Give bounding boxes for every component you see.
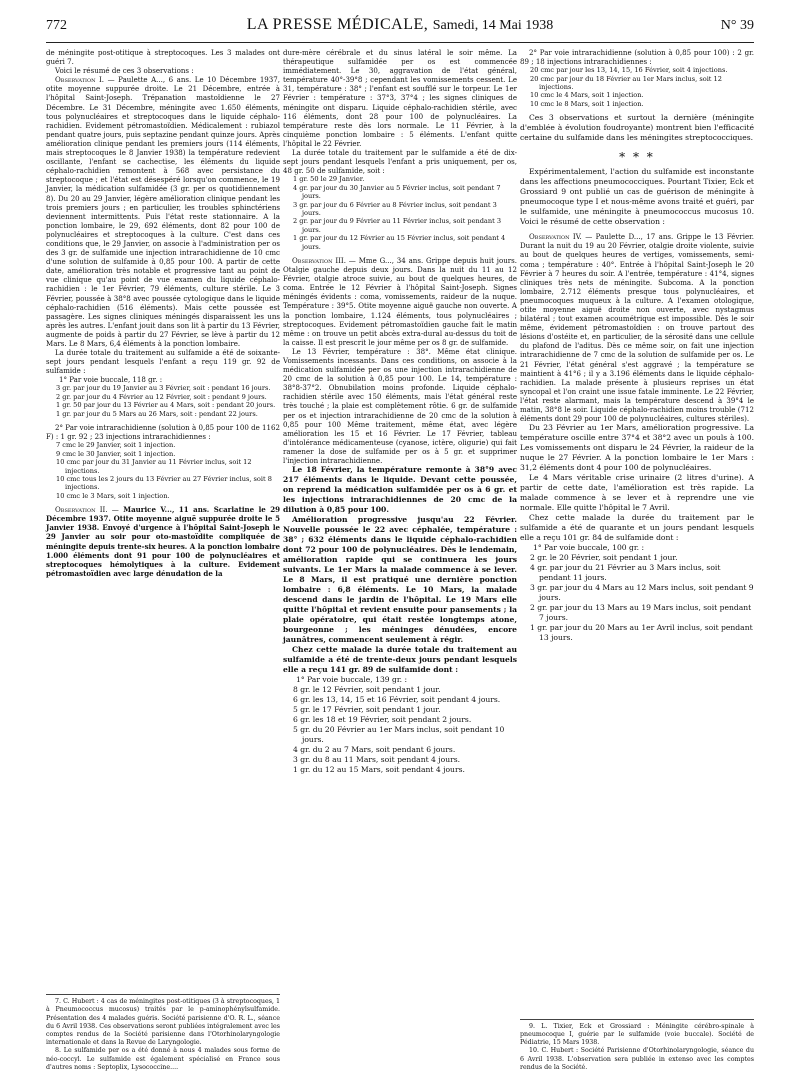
list-item: 3 gr. du 8 au 11 Mars, soit pendant 4 jours.: [293, 755, 461, 765]
dosage-list: [283, 175, 517, 251]
injection-list: [520, 66, 754, 108]
paragraph: La durée totale du traitement par le sulfamide a été de dix-sept jours pendant lesquels l'enfant a pris uniquement, per os, 48 gr. 50 de sulfamide, soit :: [283, 148, 517, 176]
paragraph: Le 18 Février, la température remonte à 38°9 avec 217 éléments dans le liquide. Devant cette poussée, on reprend la médication sulfamidée per os à 6 gr. et les injections intrarachidiennes de 20 cmc de la dilution à 0,85 pour 100.: [283, 465, 517, 515]
list-item: 3 gr. par jour du 19 Janvier au 3 Février, soit : pendant 16 jours.: [56, 384, 271, 393]
footnote-9: 9. L. Tixier, Eck et Grossiard : Méningite cérébro-spinale à pneumocoque I, guérie par le sulfamide (voie buccale). Société de Pédiatrie, 15 Mars 1938.: [520, 1022, 754, 1047]
list-item: 3 gr. par jour du 6 Février au 8 Février inclus, soit pendant 3 jours.: [293, 200, 497, 217]
observation-title: Observation IV. —: [529, 232, 593, 242]
dosage-list: [520, 553, 754, 643]
article-columns: [46, 48, 754, 1072]
footnotes: [46, 994, 280, 1072]
column-3: [520, 48, 754, 1072]
list-item: 5 gr. du 20 Février au 1er Mars inclus, soit pendant 10 jours.: [293, 725, 505, 745]
paragraph: Ces 3 observations et surtout la dernière (méningite d'emblée à évolution foudroyante) montrent bien l'efficacité certaine du sulfamide dans les méningites streptococciques.: [520, 113, 754, 143]
list-item: 7 cmc le 29 Janvier, soit 1 injection.: [56, 441, 176, 450]
footnotes: [520, 1019, 754, 1072]
list-item: 20 cmc par jour les 13, 14, 15, 16 Février, soit 4 injections.: [530, 66, 728, 75]
route-label: 2° Par voie intrarachidienne (solution à 0,85 pour 100 de 1162 F) : 1 gr. 92 ; 23 injections intrarachidiennes :: [46, 423, 280, 442]
list-item: 2 gr. par jour du 9 Février au 11 Février inclus, soit pendant 3 jours.: [293, 217, 502, 234]
paragraph: Le 4 Mars véritable crise urinaire (2 litres d'urine). A partir de cette date, l'amélioration est très rapide. La malade commence à se lever et à reprendre une vie normale. Elle quitte l'hôpital le 7 Avril.: [520, 473, 754, 513]
list-item: 1 gr. par jour du 20 Mars au 1er Avril inclus, soit pendant 13 jours.: [530, 623, 753, 643]
paragraph: Expérimentalement, l'action du sulfamide est inconstante dans les affections pneumococciques. Pourtant Tixier, Eck et Grossiard 9 ont publié un cas de guérison de méningite à pneumocoque type I et nous-même avons traité et guéri, par le sulfamide, une méningite à pneumococcus mucosus 10. Voici le résumé de cette observation :: [520, 167, 754, 227]
paragraph: Chez cette malade la durée totale du traitement au sulfamide a été de trente-deux jours pendant lesquels elle a reçu 141 gr. 89 de sulfamide dont :: [283, 645, 517, 675]
journal-title: [106, 16, 694, 34]
column-1: [46, 48, 280, 1072]
list-item: 3 gr. par jour du 4 Mars au 12 Mars inclus, soit pendant 9 jours.: [530, 583, 754, 603]
route-label: 1° Par voie buccale, 100 gr. :: [533, 543, 645, 553]
list-item: 1 gr. par jour du 5 Mars au 26 Mars, soit : pendant 22 jours.: [56, 409, 258, 418]
paragraph: de méningite post-otitique à streptocoques. Les 3 malades ont guéri 7.: [46, 48, 280, 67]
list-item: 4 gr. par jour du 21 Février au 3 Mars inclus, soit pendant 11 jours.: [530, 563, 721, 583]
paragraph: Voici le résumé de ces 3 observations :: [55, 66, 194, 76]
page-number: 772: [46, 18, 67, 33]
journal-name: LA PRESSE MÉDICALE,: [246, 16, 429, 33]
paragraph: Chez cette malade la durée du traitement par le sulfamide a été de quarante et un jours pendant lesquels elle a reçu 101 gr. 84 de sulfamide dont :: [520, 513, 754, 543]
list-item: 8 gr. le 12 Février, soit pendant 1 jour.: [293, 685, 441, 695]
observation-title: Observation II. —: [55, 505, 119, 515]
list-item: 10 cmc le 3 Mars, soit 1 injection.: [56, 491, 170, 500]
list-item: 2 gr. par jour du 4 Février au 12 Février, soit : pendant 9 jours.: [56, 392, 267, 401]
list-item: 6 gr. les 13, 14, 15 et 16 Février, soit pendant 4 jours.: [293, 695, 501, 705]
list-item: 10 cmc tous les 2 jours du 13 Février au 27 Février inclus, soit 8 injections.: [56, 474, 272, 492]
list-item: 5 gr. le 17 Février, soit pendant 1 jour.: [293, 705, 441, 715]
paragraph: Le 13 Février, température : 38°. Même état clinique. Vomissements incessants. Dans ces conditions, on associe à la médication sulfamidée per os une injection intrarachidienne de 20 cmc de la solution à 0,85 pour 100. Le 14, température : 38°8-37°2. Obnubilation moins profonde. Liquide céphalo-rachidien stérile avec 150 éléments, mais l'état général reste très touché ; la plaie est complètement rôtie. 6 gr. de sulfamide per os et injection intrarachidienne de 20 cmc de la solution à 0,85 pour 100 Même traitement, même état, avec légère amélioration les 15 et 16 Février. Le 17 Février, tableau d'intolérance médicamenteuse (cyanose, ictère, oligurie) qui fait ramener la dose de sulfamide per os à 5 gr. et supprimer l'injection intrarachidienne.: [283, 346, 517, 466]
list-item: 2 gr. par jour du 13 Mars au 19 Mars inclus, soit pendant 7 jours.: [530, 603, 752, 623]
footnote-7: 7. C. Hubert : 4 cas de méningites post-otitiques (3 à streptocoques, 1 à Pneumococcus mucosus) traités par le p-aminophénylsulfamide. Présentation des 4 malades guéris. Société parisienne d'O. R. L., séance du 6 Avril 1938. Ces observations seront publiées intégralement avec les comptes rendus de la Société parisienne dans l'Otorhinolaryngologie internationale et dans la Revue de Laryngologie.: [46, 998, 280, 1047]
column-2: [283, 48, 517, 1072]
page-header: [46, 16, 754, 43]
observation-4: [520, 232, 754, 423]
issue-number: N° 39: [720, 18, 754, 33]
footnote-10: 10. C. Hubert : Société Parisienne d'Otorhinolaryngologie, séance du 6 Avril 1938. L'observation sera publiée in extenso avec les comptes rendus de la Société.: [520, 1047, 754, 1071]
paragraph: Amélioration progressive jusqu'au 22 Février. Nouvelle poussée le 22 avec céphalée, température : 38° ; 632 éléments dans le liquide céphalo-rachidien dont 72 pour 100 de polynucléaires. Dès le lendemain, amélioration rapide qui se continuera les jours suivants. Le 1er Mars la malade commence à se lever. Le 8 Mars, il est pratiqué une dernière ponction lombaire : 6,8 éléments. Le 10 Mars, la malade descend dans le jardin de l'hôpital. Le 19 Mars elle quitte l'hôpital et revient ensuite pour pansements ; la plaie opératoire, qui était restée longtemps atone, bourgeonne ; les méninges dénudées, encore jaunâtres, commencent seulement à régir.: [283, 515, 517, 645]
route-label: 1° Par voie buccale, 118 gr. :: [59, 375, 163, 385]
list-item: 6 gr. les 18 et 19 Février, soit pendant 2 jours.: [293, 715, 472, 725]
list-item: 9 cmc le 30 Janvier, soit 1 injection.: [56, 449, 176, 458]
list-item: 20 cmc par jour du 18 Février au 1er Mars inclus, soit 12 injections.: [530, 74, 722, 91]
observation-1: [46, 75, 280, 348]
paragraph: Du 23 Février au 1er Mars, amélioration progressive. La température oscille entre 37°4 et 38°2 avec un pouls à 100. Les vomissements ont disparu le 24 Février, la raideur de la nuque le 27 Février. A la ponction lombaire le 1er Mars : 31,2 éléments dont 4 pour 100 de polynucléaires.: [520, 423, 754, 473]
dosage-list: [46, 384, 280, 418]
list-item: 10 cmc par jour du 31 Janvier au 11 Février inclus, soit 12 injections.: [56, 458, 252, 475]
route-label: 2° Par voie intrarachidienne (solution à 0,85 pour 100) : 2 gr. 89 ; 18 injections intrarachidiennes :: [520, 48, 754, 67]
route-label: 1° Par voie buccale, 139 gr. :: [296, 675, 408, 685]
dosage-list: [283, 685, 517, 775]
paragraph: La durée totale du traitement au sulfamide a été de soixante-sept jours pendant lesquels l'enfant a reçu 119 gr. 92 de sulfamide :: [46, 348, 280, 376]
observation-2: [46, 505, 280, 578]
observation-title: Observation III. —: [292, 255, 356, 265]
list-item: 1 gr. du 12 au 15 Mars, soit pendant 4 jours.: [293, 765, 465, 775]
observation-3: [283, 256, 517, 347]
issue-date: Samedi, 14 Mai 1938: [432, 18, 554, 33]
list-item: 10 cmc le 8 Mars, soit 1 injection.: [530, 99, 644, 108]
observation-title: Observation I. —: [55, 75, 115, 85]
list-item: 10 cmc le 4 Mars, soit 1 injection.: [530, 91, 644, 100]
list-item: 4 gr. du 2 au 7 Mars, soit pendant 6 jours.: [293, 745, 456, 755]
list-item: 1 gr. par jour du 12 Février au 15 Février inclus, soit pendant 4 jours.: [293, 234, 506, 251]
footnote-8: 8. Le sulfamide per os a été donné à nous 4 malades sous forme de néo-coccyl. Le sulfamide est également spécialisé en France sous d'autres noms : Septoplix, Lysococcine....: [46, 1047, 280, 1071]
observation-text: Mme G..., 34 ans. Grippe depuis huit jours. Otalgie gauche depuis deux jours. Dans la nuit du 11 au 12 Février, otalgie atroce suivie, au bout de quelques heures, de coma. Entrée le 12 Février à l'hôpital Saint-Joseph. Signes méningés évidents : coma, vomissements, raideur de la nuque. Température : 39°5. Otite moyenne aiguë gauche non ouverte. A la ponction lombaire, 1.124 éléments, tous polynucléaires ; streptocoques. Evidement pétromastoïdien gauche fait le matin même : on trouve un petit abcès extra-dural au-dessus du toit de la caisse. Il est prescrit le jour même per os 8 gr. de sulfamide.: [283, 255, 517, 347]
injection-list: [46, 441, 280, 500]
list-item: 1 gr. 50 par jour du 13 Février au 4 Mars, soit : pendant 20 jours.: [56, 401, 276, 410]
observation-text: Maurice V..., 11 ans. Scarlatine le 29 Décembre 1937. Otite moyenne aiguë suppurée droite le 5 Janvier 1938. Envoyé d'urgence à l'hôpital Saint-Joseph le 29 Janvier au soir pour oto-mastoïdite compliquée de méningite depuis trente-six heures. A la ponction lombaire 1.000 éléments dont 91 pour 100 de polynucléaires et streptocoques hémolytiques à la culture. Evidement pétromastoïdien avec large dénudation de la: [46, 505, 281, 578]
observation-text: Paulette A..., 6 ans. Le 10 Décembre 1937, otite moyenne suppurée droite. Le 21 Décembre, entrée à l'hôpital Saint-Joseph. Trépanation mastoïdienne le 27 Décembre. Le 31 Décembre, méningite avec 1.650 éléments, tous polynucléaires et streptocoques dans le liquide céphalo-rachidien. Evidement pétromastoïdien. Médicalement : rubiazol pendant quatre jours, puis septazine pendant quinze jours. Après amélioration clinique pendant les premiers jours (114 éléments, mais streptocoques le 8 Janvier 1938) la température redevient oscillante, l'enfant se cachectise, les éléments du liquide céphalo-rachidien remontent à 568 avec persistance du streptocoque ; et l'état est désespéré lorsqu'on commence, le 19 Janvier, la médication sulfamidée (3 gr. per os quotidiennement 8). Du 20 au 29 Janvier, légère amélioration clinique pendant les trois premiers jours ; en particulier, les troubles sphinctériens deviennent intermittents. Puis l'état reste stationnaire. A la ponction lombaire, le 29, 692 éléments, dont 82 pour 100 de polynucléaires et streptocoques à la culture. C'est dans ces conditions que, le 29 Janvier, on associe à l'administration per os des 3 gr. de sulfamide une injection intrarachidienne de 10 cmc d'une solution de sulfamide à 0,85 pour 100. A partir de cette date, amélioration très notable et progressive tant au point de vue clinique qu'au point de vue examen du liquide céphalo-rachidien : le 1er Février, 79 éléments, culture stérile. Le 3 Février, poussée à 38°8 avec poussée cytologique dans le liquide céphalo-rachidien (516 éléments). Mais cette poussée est passagère. Les signes cliniques méningés disparaissent les uns après les autres. L'enfant jouit dans son lit à partir du 13 Février, augmente de poids à partir du 27 Février, se lève à partir du 12 Mars. Le 8 Mars, 6,4 éléments à la ponction lombaire.: [46, 75, 280, 348]
paragraph: dure-mère cérébrale et du sinus latéral le soir même. La thérapeutique sulfamidée per os est commencée immédiatement. Le 30, aggravation de l'état général, température 40°-39°8 ; cependant les vomissements cessent. Le 31, température : 38° ; l'enfant est soufflé sur le torpeur. Le 1er Février : température : 37°3, 37°4 ; les signes cliniques de méningite ont disparu. Liquide céphalo-rachidien stérile, avec 116 éléments, dont 28 pour 100 de polynucléaires. La température reste dès lors normale. Le 11 Février, à la cinquième ponction lombaire : 5 éléments. L'enfant quitte l'hôpital le 22 Février.: [283, 48, 517, 148]
observation-text: Paulette D..., 17 ans. Grippe le 13 Février. Durant la nuit du 19 au 20 Février, otalgie droite violente, suivie au bout de quelques heures de vertiges, vomissements, semi-coma ; température : 40°. Entrée à l'hôpital Saint-Joseph le 20 Février à 7 heures du soir. A l'entrée, température : 41°4, signes cliniques très nets de méningite. Subcoma. A la ponction lombaire, 2.712 éléments presque tous polynucléaires, et pneumocoques muqueux à la culture. A l'examen otologique, otite moyenne aiguë droite non ouverte, avec nystagmus bilatéral ; tout examen acoumétrique est impossible. Dès le soir même, évidement pétromastoïdien : on trouve partout des lésions d'ostéite et, en particulier, de la sérosité dans une cellule du plafond de l'aditus. Dès ce même soir, on fait une injection intrarachidienne de 7 cmc de la solution de sulfamide per os. Le 21 Février, l'état général s'est aggravé ; la température se maintient à 41°6 ; il y a 3.196 éléments dans le liquide céphalo-rachidien. La malade présente à plusieurs reprises un état syncopal et l'on craint une issue fatale imminente. Le 22 Février, l'état reste alarmant, mais la température descend à 39°4 le matin, 38°8 le soir. Liquide céphalo-rachidien moins trouble (712 éléments dont 29 pour 100 de polynucléaires, cultures stériles).: [520, 232, 754, 424]
list-item: 2 gr. le 20 Février, soit pendant 1 jour.: [530, 553, 678, 563]
section-separator: * * *: [619, 150, 655, 165]
list-item: 4 gr. par jour du 30 Janvier au 5 Février inclus, soit pendant 7 jours.: [293, 183, 501, 201]
list-item: 1 gr. 50 le 29 Janvier.: [293, 175, 365, 184]
